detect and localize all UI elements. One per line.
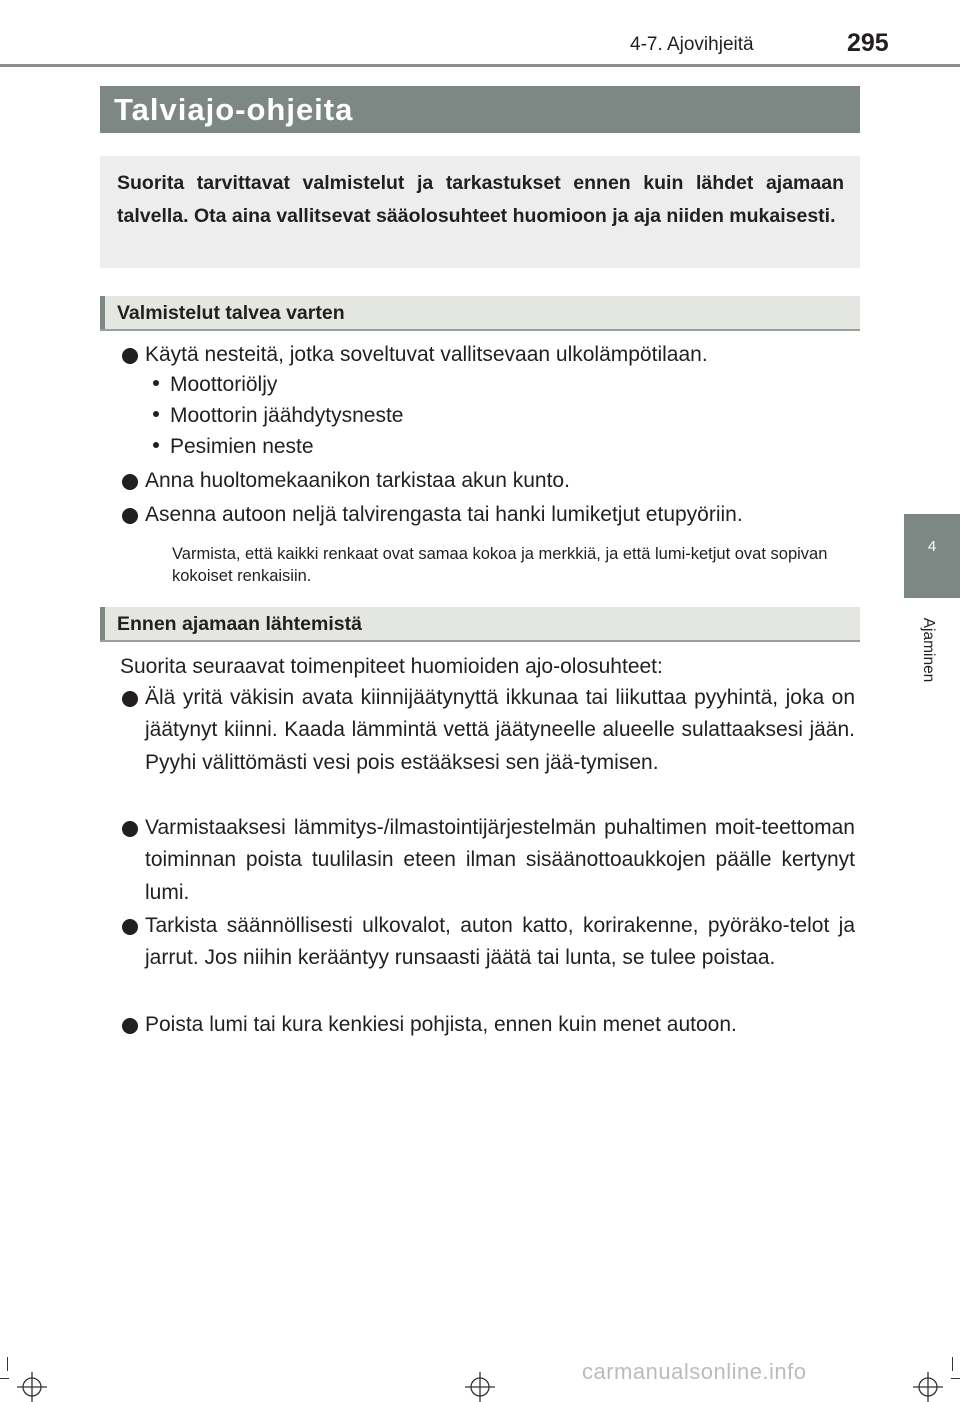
section-heading: Valmistelut talvea varten bbox=[117, 302, 345, 324]
sub-list-text: Moottorin jäähdytysneste bbox=[170, 404, 404, 427]
registration-mark-icon bbox=[913, 1372, 943, 1402]
note-text: Varmista, että kaikki renkaat ovat samaa kokoa ja merkkiä, ja että lumi-ketjut ovat sopivan kokoiset renkaisiin. bbox=[172, 545, 828, 585]
watermark: carmanualsonline.info bbox=[582, 1359, 807, 1384]
bullet-text: Tarkista säännöllisesti ulkovalot, auton katto, korirakenne, pyöräko-telot ja jarrut. Jos niihin kerääntyy runsaasti jäätä tai lunta, se tulee poistaa. bbox=[145, 914, 855, 970]
sub-list-item bbox=[153, 404, 403, 428]
intro-text: Suorita tarvittavat valmistelut ja tarkastukset ennen kuin lähdet ajamaan talvella. Ota aina vallitsevat sääolosuhteet huomioon ja aja niiden mukaisesti. bbox=[117, 172, 844, 227]
section-heading-bar bbox=[100, 607, 860, 642]
sub-list-item bbox=[153, 435, 314, 459]
sub-bullet-icon bbox=[153, 411, 159, 417]
registration-mark-icon bbox=[465, 1372, 495, 1402]
intro-box bbox=[100, 156, 860, 268]
page-number: 295 bbox=[847, 29, 889, 57]
bullet-icon bbox=[122, 919, 138, 935]
bullet-item bbox=[122, 339, 855, 371]
bullet-icon bbox=[122, 348, 138, 364]
bullet-item bbox=[122, 682, 855, 779]
page-title: Talviajo-ohjeita bbox=[114, 92, 354, 127]
running-header-section: 4-7. Ajovihjeitä bbox=[630, 34, 754, 55]
sub-list-text: Moottoriöljy bbox=[170, 373, 278, 396]
section-heading-bar bbox=[100, 296, 860, 331]
header-rule bbox=[0, 64, 960, 67]
bullet-text: Anna huoltomekaanikon tarkistaa akun kunto. bbox=[145, 469, 570, 492]
chapter-label: Ajaminen bbox=[920, 617, 937, 683]
bullet-icon bbox=[122, 821, 138, 837]
sub-bullet-icon bbox=[153, 442, 159, 448]
sub-list-item bbox=[153, 373, 277, 397]
bullet-icon bbox=[122, 508, 138, 524]
sub-list-text: Pesimien neste bbox=[170, 435, 314, 458]
section-intro-text: Suorita seuraavat toimenpiteet huomioiden ajo-olosuhteet: bbox=[120, 655, 663, 678]
trim-mark bbox=[0, 1378, 9, 1379]
chapter-tab bbox=[904, 514, 960, 598]
bullet-text: Varmistaaksesi lämmitys-/ilmastointijärjestelmän puhaltimen moit-teettoman toiminnan poista tuulilasin eteen ilman sisäänottoaukkojen päälle kertynyt lumi. bbox=[145, 816, 855, 904]
chapter-number: 4 bbox=[927, 538, 937, 555]
trim-mark bbox=[952, 1357, 953, 1371]
bullet-text: Asenna autoon neljä talvirengasta tai hanki lumiketjut etupyöriin. bbox=[145, 503, 743, 526]
bullet-item bbox=[122, 1009, 855, 1041]
section-heading: Ennen ajamaan lähtemistä bbox=[117, 613, 362, 635]
bullet-text: Älä yritä väkisin avata kiinnijäätynyttä ikkunaa tai liikuttaa pyyhintä, joka on jäätynyt kiinni. Kaada lämmintä vettä jäätyneelle alueelle sulattaaksesi jään. Pyyhi välittömästi vesi pois estääksesi sen jää-tymisen. bbox=[145, 686, 855, 774]
bullet-icon bbox=[122, 1018, 138, 1034]
bullet-item bbox=[122, 465, 855, 497]
bullet-icon bbox=[122, 474, 138, 490]
bullet-item bbox=[122, 499, 855, 531]
sub-bullet-icon bbox=[153, 380, 159, 386]
bullet-item bbox=[122, 910, 855, 975]
trim-mark bbox=[7, 1357, 8, 1371]
title-bar bbox=[100, 86, 860, 133]
bullet-item bbox=[122, 812, 855, 909]
bullet-text: Käytä nesteitä, jotka soveltuvat vallitsevaan ulkolämpötilaan. bbox=[145, 343, 708, 366]
registration-mark-icon bbox=[17, 1372, 47, 1402]
trim-mark bbox=[951, 1378, 960, 1379]
bullet-text: Poista lumi tai kura kenkiesi pohjista, ennen kuin menet autoon. bbox=[145, 1013, 737, 1036]
bullet-icon bbox=[122, 691, 138, 707]
